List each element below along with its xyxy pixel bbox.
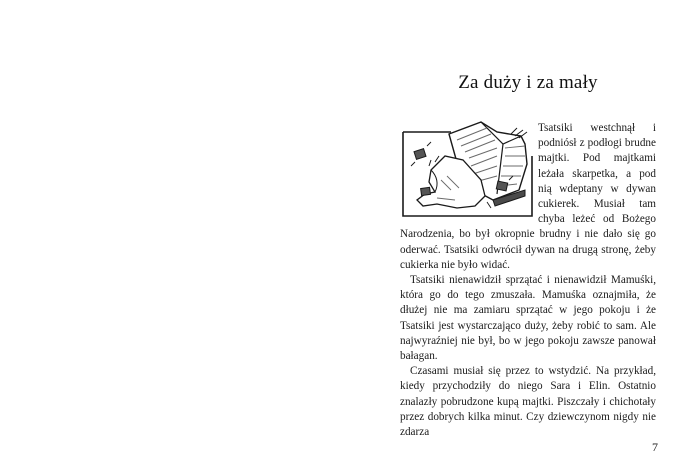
paragraph: Tsatsiki westchnął i podniósł z podłogi brudne majtki. Pod majtkami leżała skarpetka, a pod nią wdeptany w dywan cukierek. Musiał tam chyba leżeć od Bożego Narodzenia, bo był okropnie brudny i nie dało się go oderwać. Tsatsiki odwrócił dywan na drugą stronę, żeby cukierka nie było widać. (400, 122, 656, 271)
paragraph: Tsatsiki nienawidził sprzątać i nienawidził Mamuśki, która go do tego zmuszała. Mamuśka oznajmiła, że dłużej nie ma zamiaru sprzątać w jego pokoju i że Tsatsiki jest wystarczająco duży, żeby robić to sam. Ale najwyraźniej nie był, bo w jego pokoju zawsze panował bałagan. (400, 274, 656, 363)
chapter-title: Za duży i za mały (458, 72, 598, 93)
paragraph: Czasami musiał się przez to wstydzić. Na przykład, kiedy przychodziły do niego Sara i Elin. Ostatnio znalazły pobrudzone kupą majtki. Piszczały i chichotały przez dobrych kilka minut. Czy dziewczynom nigdy nie zdarza (400, 365, 656, 439)
page-spread-divider (349, 0, 350, 467)
illustration-text-wrap (400, 121, 538, 227)
page-number: 7 (652, 440, 658, 454)
chapter-body-text (400, 121, 656, 440)
